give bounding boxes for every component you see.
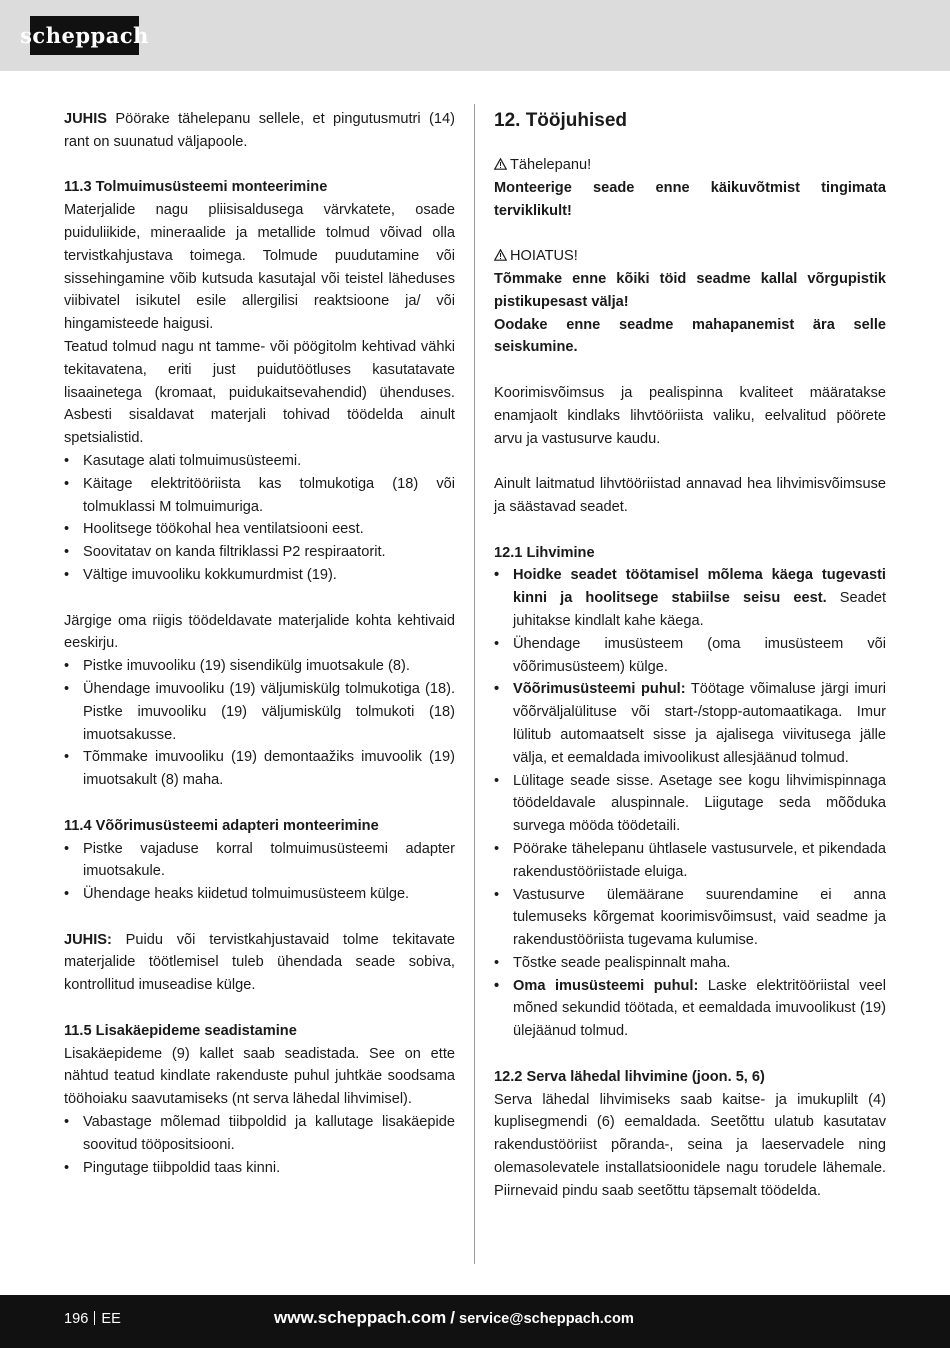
- page-separator: [94, 1311, 95, 1325]
- juhis-note: JUHIS: Puidu või tervistkahjustavaid tolme tekitavate materjalide töötlemisel tuleb ühendada seade sobiva, kontrollitud imuseadise külge.: [64, 931, 455, 994]
- email-link[interactable]: service@scheppach.com: [458, 1311, 634, 1327]
- paragraph: Järgige oma riigis töödeldavate materjalide kohta kehtivaid eeskirju.: [64, 612, 455, 652]
- column-divider: [474, 104, 475, 1264]
- bullet-list: [64, 655, 455, 792]
- hoiatus-heading: HOIATUS!: [494, 245, 886, 268]
- list-item: • Tõstke seade pealispinnalt maha.: [494, 952, 886, 975]
- header-bar: [0, 0, 950, 71]
- list-item: • Käitage elektritööriista kas tolmukotiga (18) või tolmuklassi M tolmuimuriga.: [64, 473, 455, 519]
- left-column: [64, 108, 455, 1179]
- attention-heading: Tähelepanu!: [494, 154, 886, 177]
- section-12-title: 12. Tööjuhised: [494, 110, 628, 131]
- paragraph: Ainult laitmatud lihvtööriistad annavad hea lihvimisvõimsuse ja säästavad seadet.: [494, 476, 886, 515]
- list-item: • Oma imusüsteemi puhul: Laske elektritööriistal veel mõned sekundid töötada, et eemaldada imuvoolikust (19) ülejäänud tolmud.: [494, 975, 886, 1043]
- bullet-list: [64, 838, 455, 906]
- list-item: • Pistke vajaduse korral tolmuimusüsteemi adapter imuotsakule.: [64, 838, 455, 884]
- bullet-list: [494, 564, 886, 1043]
- warning-triangle-icon: [494, 245, 510, 268]
- hoiatus-text: Tõmmake enne kõiki töid seadme kallal võrgupistik pistikupesast välja!: [494, 270, 886, 310]
- list-item: • Soovitatav on kanda filtriklassi P2 respiraatorit.: [64, 541, 455, 564]
- list-item: • Hoolitsege töökohal hea ventilatsiooni eest.: [64, 518, 455, 541]
- website-link[interactable]: www.scheppach.com: [274, 1308, 447, 1327]
- scheppach-logo: scheppach: [30, 16, 139, 55]
- juhis-note: JUHIS Pöörake tähelepanu sellele, et pingutusmutri (14) rant on suunatud väljapoole.: [64, 111, 455, 150]
- list-item: • Kasutage alati tolmuimusüsteemi.: [64, 450, 455, 473]
- section-11-4-title: 11.4 Võõrimusüsteemi adapteri monteerimine: [64, 817, 379, 834]
- section-11-3-title: 11.3 Tolmuimusüsteemi monteerimine: [64, 179, 328, 196]
- section-12-1-title: 12.1 Lihvimine: [494, 544, 595, 561]
- paragraph: Teatud tolmud nagu nt tamme- või pöögitolm kehtivad vähki tekitavatena, eriti just puidutöötluses kasutatavate lisaainetega (kromaat, puidukaitsevahendid) ühenduses. Asbesti sisaldavat materjali tohivad töödelda ainult spetsialistid.: [64, 338, 455, 447]
- list-item: • Pistke imuvooliku (19) sisendikülg imuotsakule (8).: [64, 655, 455, 678]
- bullet-list: [64, 1111, 455, 1179]
- paragraph: Lisakäepideme (9) kallet saab seadistada. See on ette nähtud teatud kindlate rakenduste puhul juhtkäe soodsama tööhoiaku saavutamiseks (nt serva lähedal lihvimisel).: [64, 1045, 455, 1108]
- list-item: • Ühendage imusüsteem (oma imusüsteem või võõrimusüsteem) külge.: [494, 633, 886, 679]
- hoiatus-text: Oodake enne seadme mahapanemist ära selle seiskumine.: [494, 316, 886, 356]
- page-number: 196 EE: [64, 1311, 121, 1327]
- list-item: • Vältige imuvooliku kokkumurdmist (19).: [64, 564, 455, 587]
- list-item: • Ühendage imuvooliku (19) väljumiskülg tolmukotiga (18). Pistke imuvooliku (19) väljumiskülg tolmukoti (18) imuotsakusse.: [64, 678, 455, 746]
- list-item: • Lülitage seade sisse. Asetage see kogu lihvimispinnaga töödeldavale aluspinnale. Liigutage seda mõõduka survega mööda töödetaili.: [494, 770, 886, 838]
- paragraph: Materjalide nagu pliisisaldusega värvkatete, osade puiduliikide, mineraalide ja metallide tolmud võivad olla tervistkahjustava toimega. Tolmude puudutamine või sissehingamine võib kutsuda kasutajal või teistel läheduses viibivatel isikutel esile allergilisi reaktsioone ja/ või hingamisteede haigusi.: [64, 202, 455, 333]
- list-item: • Võõrimusüsteemi puhul: Töötage võimaluse järgi imuri võõrväljalülituse või start-/stopp-automaatikaga. Imur lülitub automaatselt sisse ja ajalisega viivitusega jälle välja, et eemaldada imivoolikust allesjäänud tolmud.: [494, 678, 886, 769]
- list-item: • Pöörake tähelepanu ühtlasele vastusurvele, et pikendada rakendustööriistade eluiga.: [494, 838, 886, 884]
- footer-contact: www.scheppach.com / service@scheppach.com: [274, 1308, 634, 1327]
- list-item: • Vastusurve ülemäärane suurendamine ei anna tulemuseks kõrgemat koorimisvõimsust, vaid seadme ja rakendustööriista tugevama kulumise.: [494, 884, 886, 952]
- right-column: [494, 108, 886, 1203]
- list-item: • Ühendage heaks kiidetud tolmuimusüsteem külge.: [64, 883, 455, 906]
- section-12-2-title: 12.2 Serva lähedal lihvimine (joon. 5, 6): [494, 1068, 765, 1085]
- language-code: EE: [101, 1311, 121, 1327]
- attention-text: Monteerige seade enne käikuvõtmist tingimata terviklikult!: [494, 179, 886, 219]
- section-11-5-title: 11.5 Lisakäepideme seadistamine: [64, 1022, 297, 1039]
- bullet-list: [64, 450, 455, 587]
- footer-bar: [0, 1295, 950, 1348]
- list-item: • Hoidke seadet töötamisel mõlema käega tugevasti kinni ja hoolitsege stabiilse seisu eest. Seadet juhitakse kindlalt kahe käega.: [494, 564, 886, 632]
- warning-triangle-icon: [494, 154, 510, 177]
- paragraph: Serva lähedal lihvimiseks saab kaitse- ja imukuplilt (4) kuplisegmendi (6) eemaldada. Seetõttu ulatub kasutatav rakendustööriist põranda-, seina ja laeservadele ning olemasolevatele installatsioonidele nagu torudele lähemale. Piirnevaid pindu saab seetõttu täpsemalt töödelda.: [494, 1091, 886, 1199]
- list-item: • Tõmmake imuvooliku (19) demontaažiks imuvoolik (19) imuotsakult (8) maha.: [64, 746, 455, 792]
- list-item: • Pingutage tiibpoldid taas kinni.: [64, 1157, 455, 1180]
- list-item: • Vabastage mõlemad tiibpoldid ja kallutage lisakäepide soovitud tööpositsiooni.: [64, 1111, 455, 1157]
- paragraph: Koorimisvõimsus ja pealispinna kvaliteet määratakse enamjaolt kindlaks lihvtööriista valiku, eelvalitud pöörete arvu ja vastusurve kaudu.: [494, 384, 886, 447]
